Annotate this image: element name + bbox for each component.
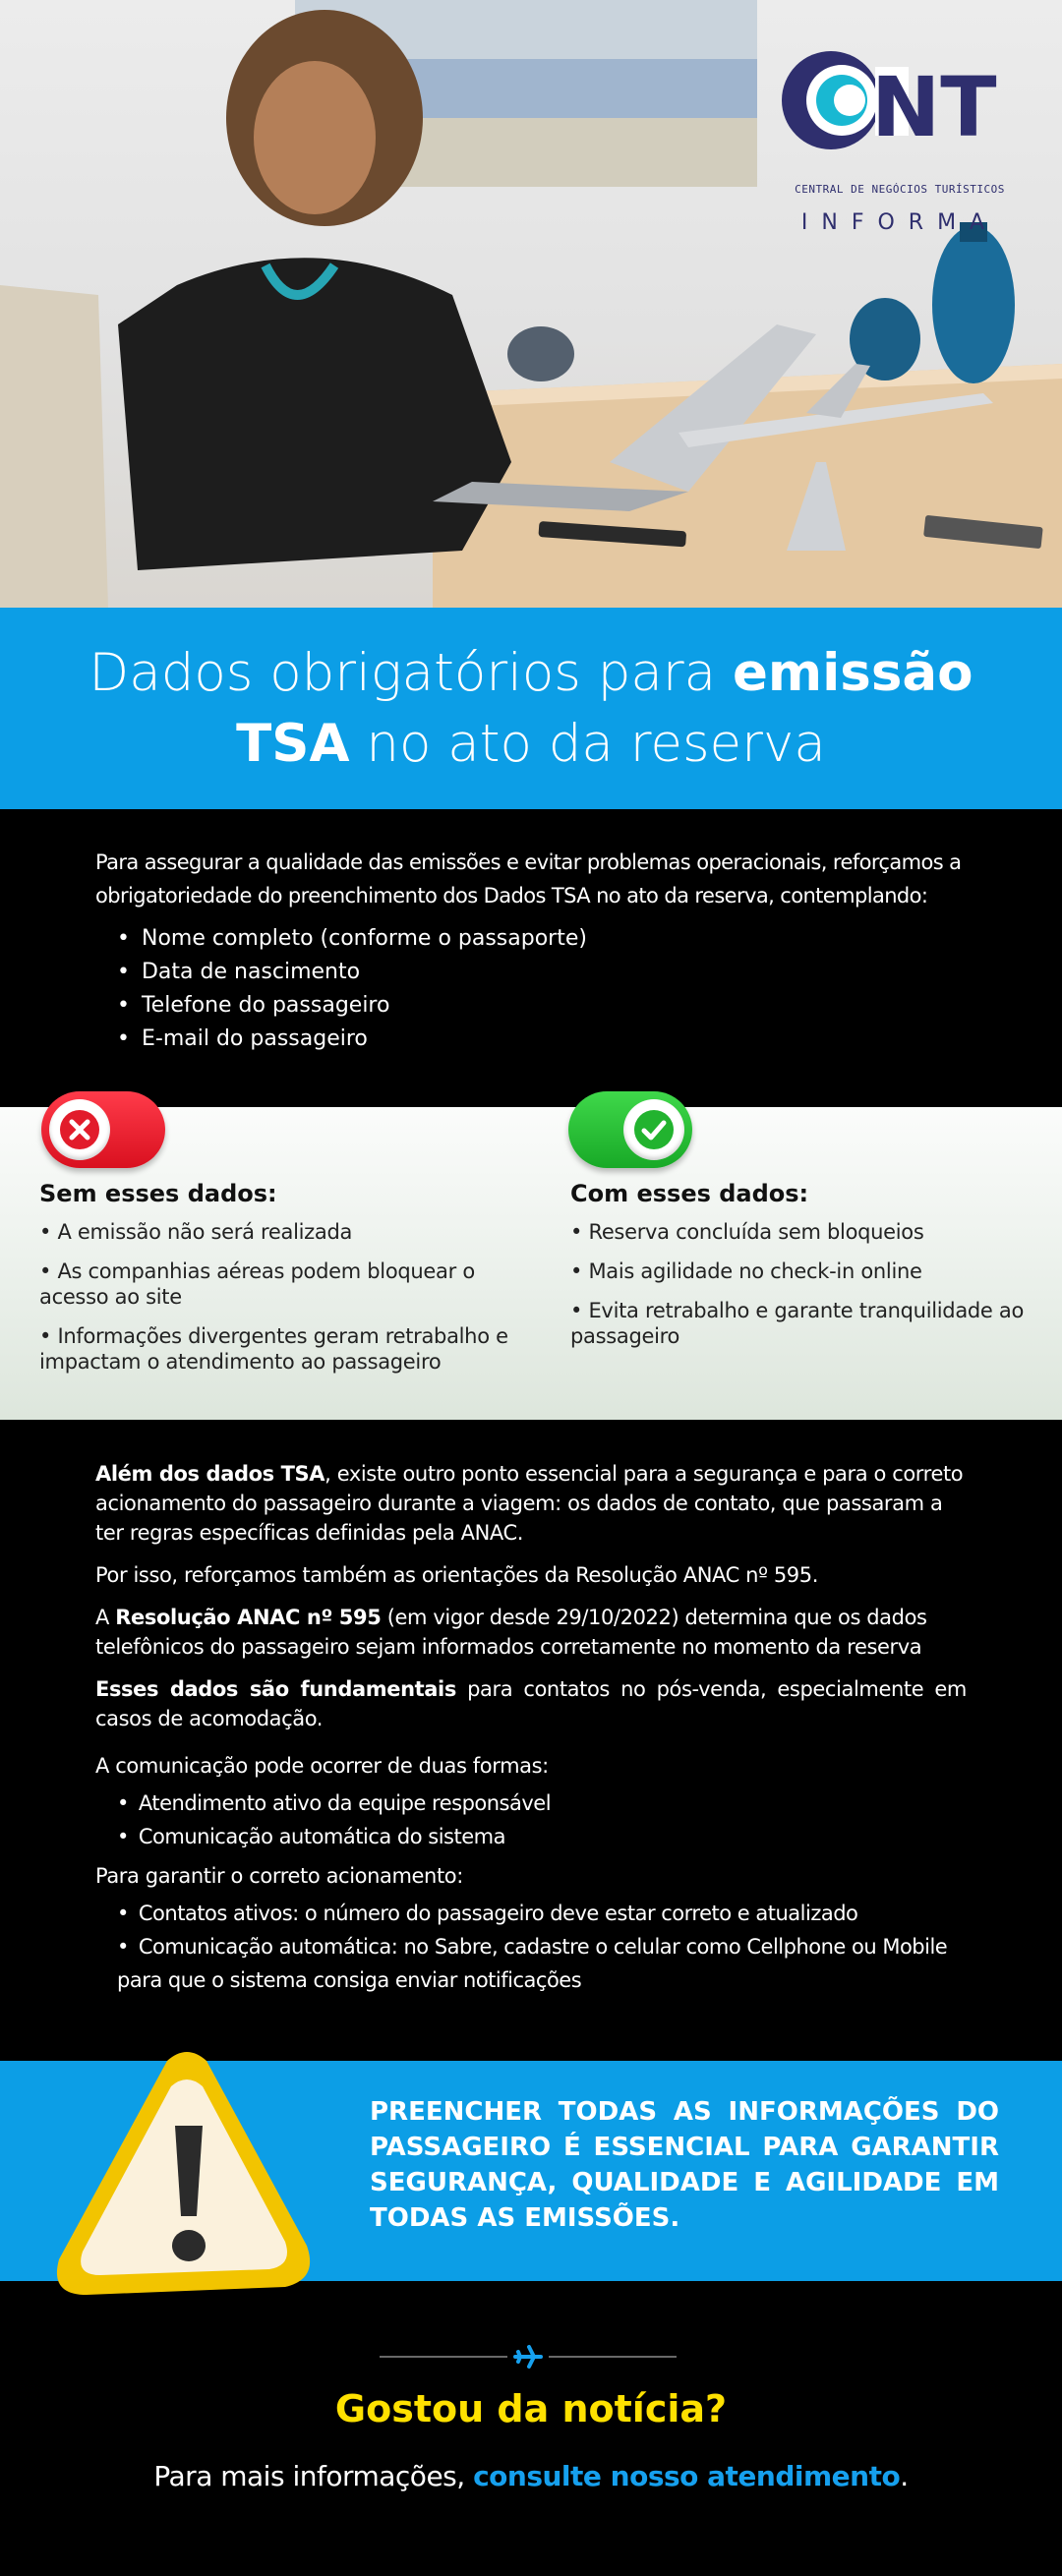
without-data-title: Sem esses dados:	[39, 1180, 277, 1207]
list-item: • Nome completo (conforme o passaporte)	[117, 922, 971, 956]
paragraph: Para garantir o correto acionamento:	[95, 1864, 463, 1888]
list-item: • Atendimento ativo da equipe responsável	[117, 1786, 967, 1820]
list-item: • Mais agilidade no check-in online	[570, 1259, 922, 1283]
list-item: • As companhias aéreas podem bloquear o acesso ao site	[39, 1259, 475, 1309]
list-item: • Contatos ativos: o número do passageiro deve estar correto e atualizado	[117, 1897, 967, 1930]
list-item: • Informações divergentes geram retrabalho e impactam o atendimento ao passageiro	[39, 1324, 508, 1374]
check-icon	[623, 1099, 684, 1160]
list-item: • Reserva concluída sem bloqueios	[570, 1220, 924, 1244]
list-item: • Telefone do passageiro	[117, 989, 971, 1023]
paragraph: A comunicação pode ocorrer de duas formas:	[95, 1754, 549, 1778]
hero-image	[0, 0, 1062, 608]
title-part2: no ato da reserva	[349, 713, 826, 774]
page-title	[88, 638, 973, 780]
list-item: • E-mail do passageiro	[117, 1023, 971, 1056]
without-data-list	[39, 1219, 531, 1375]
toggle-on	[568, 1091, 692, 1168]
logo-subtitle: INFORMA	[800, 210, 999, 235]
communication-forms-list	[95, 1786, 967, 1853]
with-data-list	[570, 1219, 1062, 1349]
toggle-off	[41, 1091, 165, 1168]
contact-support-link[interactable]: consulte nosso atendimento	[473, 2460, 901, 2492]
logo-tagline: CENTRAL DE NEGÓCIOS TURÍSTICOS	[795, 183, 1005, 196]
with-data-column	[570, 1180, 1062, 1363]
paragraph: Além dos dados TSA, existe outro ponto essencial para a segurança e para o correto acionamento do passageiro durante a viagem: os dados de contato, que passaram a ter regras específicas definidas pela ANAC.	[95, 1462, 964, 1545]
alert-band	[0, 2061, 1062, 2281]
x-icon	[49, 1099, 110, 1160]
title-bold1: emissão	[732, 642, 974, 703]
guarantee-list	[95, 1897, 967, 1997]
list-item: • Comunicação automática do sistema	[117, 1820, 967, 1853]
paragraph: Esses dados são fundamentais para contatos no pós-venda, especialmente em casos de acomodação.	[95, 1677, 967, 1730]
intro-paragraph: Para assegurar a qualidade das emissões e evitar problemas operacionais, reforçamos a obrigatoriedade do preenchimento dos Dados TSA no ato da reserva, contemplando:	[95, 850, 962, 907]
footer-title: Gostou da notícia?	[334, 2387, 728, 2430]
airplane-icon	[380, 2342, 677, 2371]
logo-brand-text: NT	[871, 59, 997, 153]
alert-text: PREENCHER TODAS AS INFORMAÇÕES DO PASSAGEIRO É ESSENCIAL PARA GARANTIR SEGURANÇA, QUALIDADE E AGILIDADE EM TODAS AS EMISSÕES.	[370, 2097, 999, 2233]
title-part1: Dados obrigatórios para	[88, 642, 733, 703]
title-band	[0, 608, 1062, 809]
paragraph: Por isso, reforçamos também as orientações da Resolução ANAC nº 595.	[95, 1563, 818, 1587]
cnt-logo-icon	[777, 45, 1023, 153]
list-item: • A emissão não será realizada	[39, 1220, 353, 1244]
tsa-required-list	[95, 922, 971, 1056]
list-item: • Evita retrabalho e garante tranquilidade ao passageiro	[570, 1299, 1025, 1348]
list-item: • Data de nascimento	[117, 956, 971, 989]
compare-section	[0, 1107, 1062, 1420]
title-bold2: TSA	[236, 713, 350, 774]
with-data-title: Com esses dados:	[570, 1180, 809, 1207]
intro-section	[95, 846, 971, 1056]
list-item: • Comunicação automática: no Sabre, cadastre o celular como Cellphone ou Mobile para que o sistema consiga enviar notificações	[117, 1930, 967, 1997]
warning-icon	[39, 2043, 324, 2307]
paragraph: A Resolução ANAC nº 595 (em vigor desde 29/10/2022) determina que os dados telefônicos do passageiro sejam informados corretamente no momento da reserva	[95, 1606, 927, 1659]
footer-text: Para mais informações, consulte nosso atendimento.	[153, 2460, 909, 2492]
anac-section	[95, 1459, 967, 2005]
cnt-logo	[777, 45, 1023, 235]
without-data-column	[39, 1180, 531, 1388]
